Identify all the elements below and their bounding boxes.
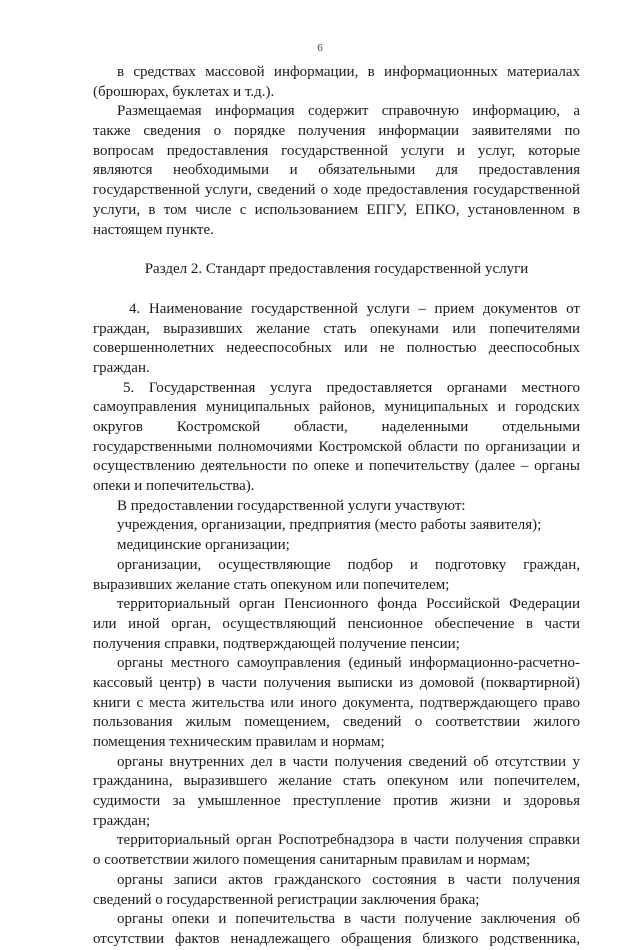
text-line: органы опеки и попечительства в части получение заключения об	[117, 911, 580, 928]
text-line: книги с места жительства или иного документа, подтверждающего право	[93, 694, 580, 711]
text-line: территориальный орган Пенсионного фонда Российской Федерации	[117, 596, 580, 613]
text-line: помещения техническим правилам и нормам;	[93, 734, 385, 750]
text-line: территориальный орган Роспотребнадзора в части получения справки	[117, 832, 580, 849]
text-line: граждан;	[93, 812, 151, 829]
text-line: медицинские организации;	[117, 537, 290, 554]
text-line: граждан, выразивших желание стать опекунами или попечителями	[93, 320, 580, 337]
text-line: органы внутренних дел в части получения сведений об отсутствии у	[117, 753, 580, 770]
text-line: совершеннолетних недееспособных или не полностью дееспособных	[93, 340, 580, 357]
text-line: выразивших желание стать опекуном или попечителем;	[93, 576, 450, 593]
text-line: настоящем пункте.	[93, 221, 214, 238]
document-body	[93, 63, 580, 950]
text-line: судимости за умышленное преступление против жизни и здоровья	[93, 793, 580, 810]
text-line: округов Костромской области, наделенными отдельными	[93, 419, 580, 435]
text-line: 5. Государственная услуга предоставляется органами местного	[123, 379, 580, 396]
text-line: осуществлению деятельности по опеке и попечительству (далее – органы	[93, 458, 580, 475]
text-line: сведений о государственной регистрации заключения брака;	[93, 891, 480, 908]
text-line: отсутствии фактов ненадлежащего обращения близкого родственника,	[93, 930, 580, 947]
text-line: услуги, в том числе с использованием ЕПГУ, ЕПКО, установленном в	[93, 201, 580, 218]
text-line: государственными полномочиями Костромской области по организации и	[93, 438, 580, 455]
text-line: в средствах массовой информации, в информационных материалах	[117, 64, 580, 80]
text-line: Размещаемая информация содержит справочную информацию, а	[117, 103, 580, 120]
text-line: (брошюрах, буклетах и т.д.).	[93, 83, 275, 100]
text-line: о соответствии жилого помещения санитарным правилам и нормам;	[93, 852, 531, 869]
text-line: гражданина, выразившего желание стать опекуном или попечителем,	[93, 773, 580, 790]
text-line: опеки и попечительства).	[93, 478, 255, 495]
text-line: также сведения о порядке получения информации заявителями по	[93, 123, 580, 140]
page-number: 6	[317, 42, 323, 54]
text-line: пользования жилым помещением, сведений о соответствии жилого	[93, 714, 580, 731]
text-line: вопросам предоставления государственной услуги и услуг, которые	[93, 142, 580, 159]
text-line: являются необходимыми и обязательными для предоставления	[93, 162, 580, 179]
text-line: кассовый центр) в части получения выписки из домовой (поквартирной)	[93, 674, 580, 691]
text-line: или иной орган, осуществляющий пенсионное обеспечение в части	[93, 615, 580, 632]
text-line: государственной услуги, сведений о ходе предоставления государственной	[93, 182, 580, 199]
text-line: получения справки, подтверждающей получение пенсии;	[93, 635, 460, 652]
text-line: В предоставлении государственной услуги участвуют:	[117, 497, 466, 514]
text-line: самоуправления муниципальных районов, муниципальных и городских	[93, 399, 580, 416]
text-line: учреждения, организации, предприятия (место работы заявителя);	[117, 517, 542, 534]
text-line: граждан.	[93, 359, 150, 376]
text-line: организации, осуществляющие подбор и подготовку граждан,	[117, 556, 580, 573]
text-line: 4. Наименование государственной услуги – прием документов от	[129, 300, 580, 317]
text-line: органы записи актов гражданского состояния в части получения	[117, 871, 580, 888]
section-heading: Раздел 2. Стандарт предоставления государственной услуги	[144, 261, 529, 278]
text-line: органы местного самоуправления (единый информационно-расчетно-	[117, 655, 580, 672]
